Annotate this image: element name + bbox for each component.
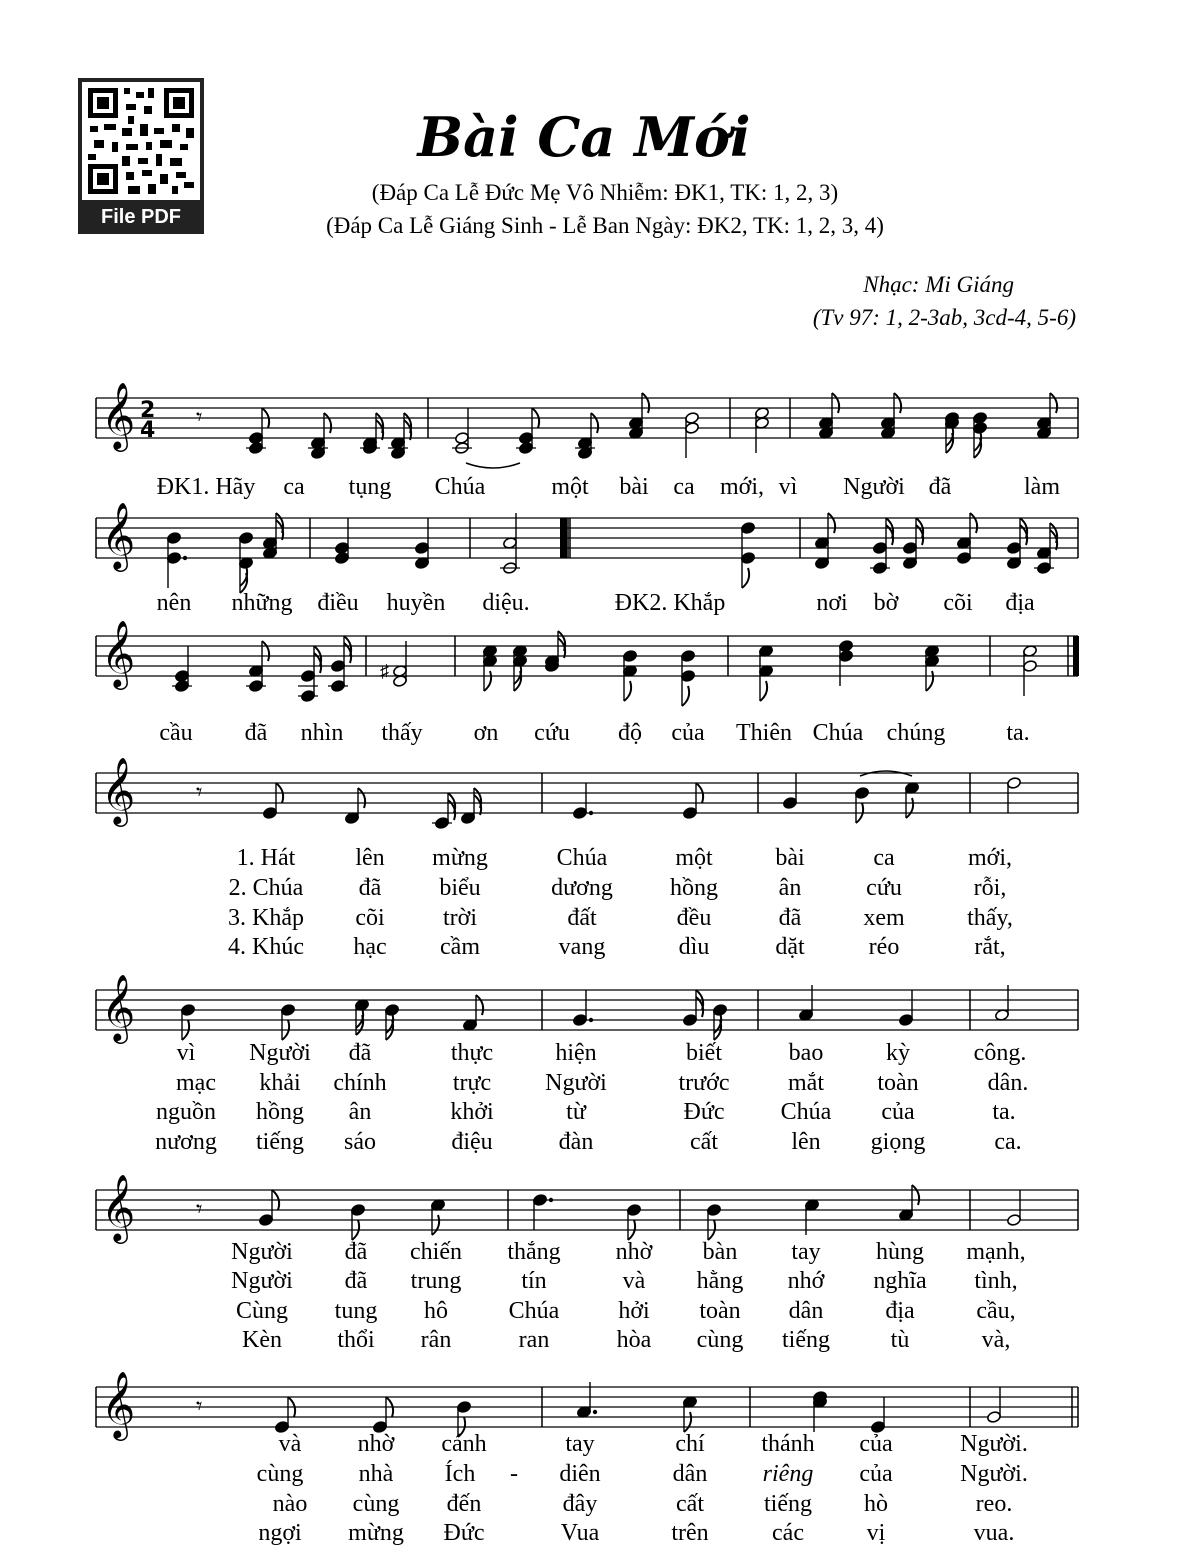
lyric-syllable: hồng [256, 1099, 304, 1125]
lyric-syllable: nhà [358, 1461, 394, 1487]
lyric-syllable: Người. [960, 1431, 1028, 1457]
final-barline [1073, 636, 1079, 676]
note-flag [324, 413, 331, 433]
lyric-syllable: kỳ [886, 1040, 910, 1066]
lyric-syllable: dân [788, 1298, 824, 1324]
notehead [681, 650, 696, 663]
lyric-syllable: mừng [348, 1520, 404, 1546]
lyric-syllable: Đức [683, 1099, 725, 1125]
lyric-syllable: điều [317, 590, 359, 616]
lyric-syllable: sáo [344, 1129, 376, 1155]
lyric-syllable: Cùng [235, 1298, 289, 1324]
note-flag [832, 393, 839, 413]
lyric-syllable: địa [885, 1298, 915, 1324]
lyric-syllable: công. [973, 1040, 1027, 1066]
lyric-syllable: Người [843, 474, 905, 500]
notehead [839, 640, 854, 653]
lyric-syllable: nguồn [156, 1099, 216, 1125]
lyric-syllable: những [231, 590, 293, 616]
notehead [455, 432, 470, 445]
notehead [783, 797, 798, 810]
lyric-syllable: vì [176, 1040, 196, 1066]
lyric-syllable: nào [272, 1491, 308, 1517]
lyric-syllable: khởi [450, 1099, 494, 1125]
notehead [683, 807, 698, 820]
note-dot [183, 556, 187, 560]
lyric-syllable: mới, [967, 845, 1013, 871]
note-flag [682, 686, 689, 706]
treble-clef-icon: 𝄞 [101, 973, 136, 1041]
lyric-syllable: diên [559, 1461, 601, 1487]
notehead [1007, 777, 1022, 790]
lyric-syllable: huyền [386, 590, 446, 616]
lyric-syllable: Chúa [508, 1298, 560, 1324]
note-flag [476, 995, 483, 1015]
lyric-syllable: cất [676, 1491, 704, 1517]
notehead [249, 432, 264, 445]
lyric-syllable: bàn [702, 1239, 738, 1265]
lyric-syllable: tiếng [764, 1491, 812, 1517]
lyric-syllable: cánh [441, 1431, 487, 1457]
lyric-syllable: Đức [443, 1520, 485, 1546]
lyric-syllable: ran [518, 1327, 550, 1353]
lyric-syllable: giọng [870, 1129, 926, 1155]
notehead [519, 432, 534, 445]
note-flag [262, 641, 269, 661]
eighth-rest-icon: 𝄾 [196, 1392, 203, 1420]
note-flag [760, 681, 767, 701]
notehead [873, 542, 888, 555]
time-signature-top: 2 [140, 398, 156, 423]
lyric-syllable: Chúa [434, 474, 486, 500]
lyric-syllable: Người [545, 1070, 607, 1096]
lyric-syllable: nhờ [357, 1431, 395, 1457]
note-flag [642, 393, 649, 413]
lyric-syllable: tay [791, 1239, 821, 1265]
lyric-syllable: dân [672, 1461, 708, 1487]
note-flag [624, 681, 631, 701]
lyric-syllable: một [551, 474, 589, 500]
lyric-syllable: bài [619, 474, 649, 500]
notehead [1007, 1214, 1022, 1227]
lyric-syllable: thấy, [967, 905, 1013, 931]
subtitle-1: (Đáp Ca Lễ Đức Mẹ Vô Nhiễm: ĐK1, TK: 1, 2, 3) [371, 180, 839, 205]
lyric-syllable: tiếng [256, 1129, 304, 1155]
lyric-syllable: và, [981, 1327, 1011, 1353]
note-dot [589, 1018, 593, 1022]
note-flag [1050, 393, 1057, 413]
lyric-syllable: mới, [719, 474, 765, 500]
lyric-syllable: rỗi, [973, 875, 1007, 901]
notehead [627, 1204, 642, 1217]
lyric-syllable: cầu, [976, 1298, 1016, 1324]
lyric-syllable: cầm [440, 934, 480, 960]
lyric-syllable: Người [231, 1268, 293, 1294]
lyric-syllable: đã [358, 875, 382, 901]
lyric-syllable: trên [671, 1520, 709, 1546]
sharp-icon: ♯ [380, 661, 389, 681]
notehead [167, 532, 182, 545]
lyric-syllable: hô [424, 1298, 448, 1324]
lyric-syllable: Người [231, 1239, 293, 1265]
note-flag [906, 798, 913, 818]
lyric-syllable: dương [551, 875, 613, 901]
lyric-syllable: trời [442, 905, 478, 931]
lyric-syllable: Vua [560, 1520, 600, 1546]
lyric-syllable: toàn [877, 1070, 919, 1096]
lyric-syllable: Người. [960, 1461, 1028, 1487]
notehead [903, 542, 918, 555]
notehead [741, 522, 756, 535]
lyric-syllable: hiện [555, 1040, 597, 1066]
lyric-syllable: vị [866, 1520, 886, 1546]
notehead [1007, 542, 1022, 555]
lyric-syllable: thắng [507, 1239, 561, 1265]
lyric-syllable: Chúa [556, 845, 608, 871]
lyric-syllable: Ích [444, 1461, 476, 1487]
lyric-syllable: bao [788, 1040, 824, 1066]
lyric-syllable: của [881, 1099, 915, 1125]
lyric-syllable: ca [283, 474, 305, 500]
lyric-syllable: nghĩa [873, 1268, 927, 1294]
note-flag [591, 413, 598, 433]
lyric-syllable: nhớ [787, 1268, 825, 1294]
double-barline [560, 518, 567, 558]
lyric-syllable: ĐK2. Khắp [614, 590, 726, 616]
composer: Nhạc: Mi Giáng [863, 272, 1014, 297]
notehead [899, 1014, 914, 1027]
eighth-rest-icon: 𝄾 [196, 778, 203, 806]
lyric-syllable: ca. [994, 1129, 1022, 1155]
lyric-syllable: 3. Khắp [228, 905, 304, 931]
lyric-syllable: biểu [439, 875, 481, 901]
notehead [239, 532, 254, 545]
lyric-syllable: chí [675, 1431, 705, 1457]
note-flag [484, 671, 491, 691]
lyric-syllable: khải [259, 1070, 301, 1096]
notehead [331, 660, 346, 673]
lyric-syllable: của [859, 1461, 893, 1487]
lyric-syllable: ngợi [258, 1520, 302, 1546]
lyric-syllable: các [772, 1520, 804, 1546]
page-title: Bài Ca Mới [417, 105, 751, 169]
lyric-syllable: hò [864, 1491, 888, 1517]
lyric-syllable: ĐK1. Hãy [156, 474, 256, 500]
lyric-syllable: đều [676, 905, 712, 931]
lyric-syllable: trực [452, 1070, 492, 1096]
lyric-syllable: 2. Chúa [228, 875, 304, 901]
psalm-reference: (Tv 97: 1, 2-3ab, 3cd-4, 5-6) [812, 305, 1076, 330]
treble-clef-icon: 𝄞 [101, 381, 136, 449]
lyric-syllable: cất [690, 1129, 718, 1155]
lyric-syllable: hồng [670, 875, 718, 901]
notehead [681, 670, 696, 683]
notehead [685, 412, 700, 425]
notehead [707, 1204, 722, 1217]
lyric-syllable: đã [244, 720, 268, 746]
lyric-syllable: bài [775, 845, 805, 871]
lyric-syllable: ơn [473, 720, 499, 746]
note-flag [742, 568, 749, 588]
lyric-syllable: cứu [866, 875, 902, 901]
lyric-syllable: tiếng [782, 1327, 830, 1353]
treble-clef-icon: 𝄞 [101, 619, 136, 687]
lyric-syllable: cùng [352, 1491, 400, 1517]
lyric-syllable: từ [566, 1099, 586, 1125]
eighth-rest-icon: 𝄾 [196, 403, 203, 431]
notehead [281, 1004, 296, 1017]
notehead [533, 1194, 548, 1207]
notehead [175, 670, 190, 683]
lyric-syllable: vì [778, 474, 798, 500]
lyric-syllable: Kèn [242, 1327, 282, 1353]
lyric-syllable: chiến [410, 1239, 462, 1265]
note-flag [926, 671, 933, 691]
lyric-syllable: tay [565, 1431, 595, 1457]
note-flag [432, 1215, 439, 1235]
lyric-syllable: đến [446, 1491, 482, 1517]
treble-clef-icon: 𝄞 [101, 501, 136, 569]
lyric-syllable: địa [1005, 590, 1035, 616]
note-flag [828, 513, 835, 533]
time-signature-bottom: 4 [140, 418, 156, 443]
lyric-syllable: nơi [816, 590, 848, 616]
lyric-syllable: và [278, 1431, 302, 1457]
lyric-syllable: thánh [761, 1431, 815, 1457]
lyric-syllable: tụng [348, 474, 392, 500]
notehead [855, 787, 870, 800]
treble-clef-icon: 𝄞 [101, 756, 136, 824]
lyric-syllable: hởi [618, 1298, 650, 1324]
lyric-syllable: đây [562, 1491, 598, 1517]
lyric-syllable: ân [778, 875, 802, 901]
lyric-syllable: đã [344, 1239, 368, 1265]
lyric-syllable: cõi [943, 590, 973, 616]
notehead [987, 1411, 1002, 1424]
note-flag [684, 1412, 691, 1432]
notehead [1023, 660, 1038, 673]
lyric-syllable: nên [156, 590, 192, 616]
notehead [351, 1204, 366, 1217]
lyric-syllable: dặt [775, 934, 805, 960]
lyric-syllable: nhờ [615, 1239, 653, 1265]
lyric-syllable: hạc [353, 934, 387, 960]
note-dot [589, 811, 593, 815]
lyric-syllable: và [622, 1268, 646, 1294]
lyric-syllable: xem [863, 905, 905, 931]
notehead [573, 1014, 588, 1027]
qr-label: File PDF [100, 206, 181, 228]
lyric-syllable: cõi [355, 905, 385, 931]
lyric-syllable: ta. [1006, 720, 1030, 746]
lyric-syllable: hòa [616, 1327, 652, 1353]
lyric-syllable: tù [890, 1327, 910, 1353]
lyric-syllable: vua. [973, 1520, 1015, 1546]
lyric-syllable: rắt, [974, 934, 1006, 960]
notehead [741, 552, 756, 565]
lyric-syllable: ca [873, 845, 895, 871]
lyric-syllable: đã [778, 905, 802, 931]
lyric-syllable: Chúa [812, 720, 864, 746]
lyric-syllable: nương [155, 1129, 217, 1155]
notehead [573, 807, 588, 820]
note-flag [358, 788, 365, 808]
note-flag [912, 1185, 919, 1205]
lyric-syllable: - [510, 1461, 518, 1487]
notehead [259, 1214, 274, 1227]
lyric-syllable: đã [348, 1040, 372, 1066]
lyric-syllable: biết [686, 1040, 722, 1066]
lyric-syllable: cứu [534, 720, 570, 746]
lyric-syllable: đã [344, 1268, 368, 1294]
lyric-syllable: rân [420, 1327, 452, 1353]
lyric-syllable: diệu. [482, 590, 530, 616]
lyric-syllable: cầu [159, 720, 193, 746]
lyric-syllable: thổi [337, 1327, 375, 1353]
lyric-syllable: dân. [987, 1070, 1029, 1096]
lyric-syllable: mắt [788, 1070, 824, 1096]
lyric-syllable: ta. [992, 1099, 1016, 1125]
lyric-syllable: reo. [975, 1491, 1013, 1517]
notehead [167, 552, 182, 565]
lyric-syllable: nhìn [300, 720, 344, 746]
notehead [181, 1004, 196, 1017]
lyric-syllable: vang [558, 934, 606, 960]
lyric-syllable: đã [928, 474, 952, 500]
lyric-syllable: thấy [381, 720, 423, 746]
lyric-syllable: réo [868, 934, 900, 960]
lyric-syllable: dìu [678, 934, 710, 960]
lyric-syllable: lên [791, 1129, 821, 1155]
lyric-syllable: trước [678, 1070, 730, 1096]
lyric-syllable: ca [673, 474, 695, 500]
lyric-syllable: chúng [886, 720, 946, 746]
lyric-syllable: Người [249, 1040, 311, 1066]
lyric-syllable: toàn [699, 1298, 741, 1324]
notehead [335, 542, 350, 555]
lyric-syllable: 4. Khúc [228, 934, 304, 960]
note-dot [549, 1198, 553, 1202]
note-flag [894, 393, 901, 413]
notehead [683, 1014, 698, 1027]
lyric-syllable: riêng [762, 1461, 814, 1487]
lyric-syllable: mạnh, [966, 1239, 1026, 1265]
lyric-syllable: của [671, 720, 705, 746]
lyric-syllable: Chúa [780, 1099, 832, 1125]
notehead [457, 1401, 472, 1414]
lyric-syllable: đàn [558, 1129, 594, 1155]
lyric-syllable: bờ [873, 590, 899, 616]
lyric-syllable: điệu [451, 1129, 493, 1155]
notehead [957, 552, 972, 565]
lyric-syllable: Thiên [736, 720, 792, 746]
lyric-syllable: cùng [696, 1327, 744, 1353]
note-flag [970, 513, 977, 533]
lyric-syllable: hằng [696, 1268, 744, 1294]
treble-clef-icon: 𝄞 [101, 1173, 136, 1241]
lyric-syllable: đất [567, 905, 597, 931]
treble-clef-icon: 𝄞 [101, 1370, 136, 1438]
lyric-syllable: mừng [432, 845, 488, 871]
lyric-syllable: mạc [176, 1070, 216, 1096]
lyric-syllable: của [859, 1431, 893, 1457]
notehead [623, 650, 638, 663]
lyric-syllable: tín [521, 1268, 547, 1294]
lyric-syllable: hùng [876, 1239, 924, 1265]
lyric-syllable: một [675, 845, 713, 871]
tie [466, 463, 520, 468]
lyric-syllable: 1. Hát [236, 845, 296, 871]
notehead [263, 807, 278, 820]
lyric-syllable: độ [618, 720, 642, 746]
notehead [301, 670, 316, 683]
lyric-syllable: chính [333, 1070, 387, 1096]
lyric-syllable: làm [1024, 474, 1060, 500]
notehead [415, 542, 430, 555]
eighth-rest-icon: 𝄾 [196, 1195, 203, 1223]
subtitle-2: (Đáp Ca Lễ Giáng Sinh - Lễ Ban Ngày: ĐK2, TK: 1, 2, 3, 4) [326, 213, 884, 238]
lyric-syllable: trung [410, 1268, 462, 1294]
notehead [973, 412, 988, 425]
lyric-syllable: lên [355, 845, 385, 871]
note-dot [593, 1410, 597, 1414]
lyric-syllable: tung [334, 1298, 378, 1324]
lyric-syllable: cùng [256, 1461, 304, 1487]
lyric-syllable: ân [348, 1099, 372, 1125]
lyric-syllable: tình, [974, 1268, 1018, 1294]
lyric-syllable: thực [450, 1040, 494, 1066]
